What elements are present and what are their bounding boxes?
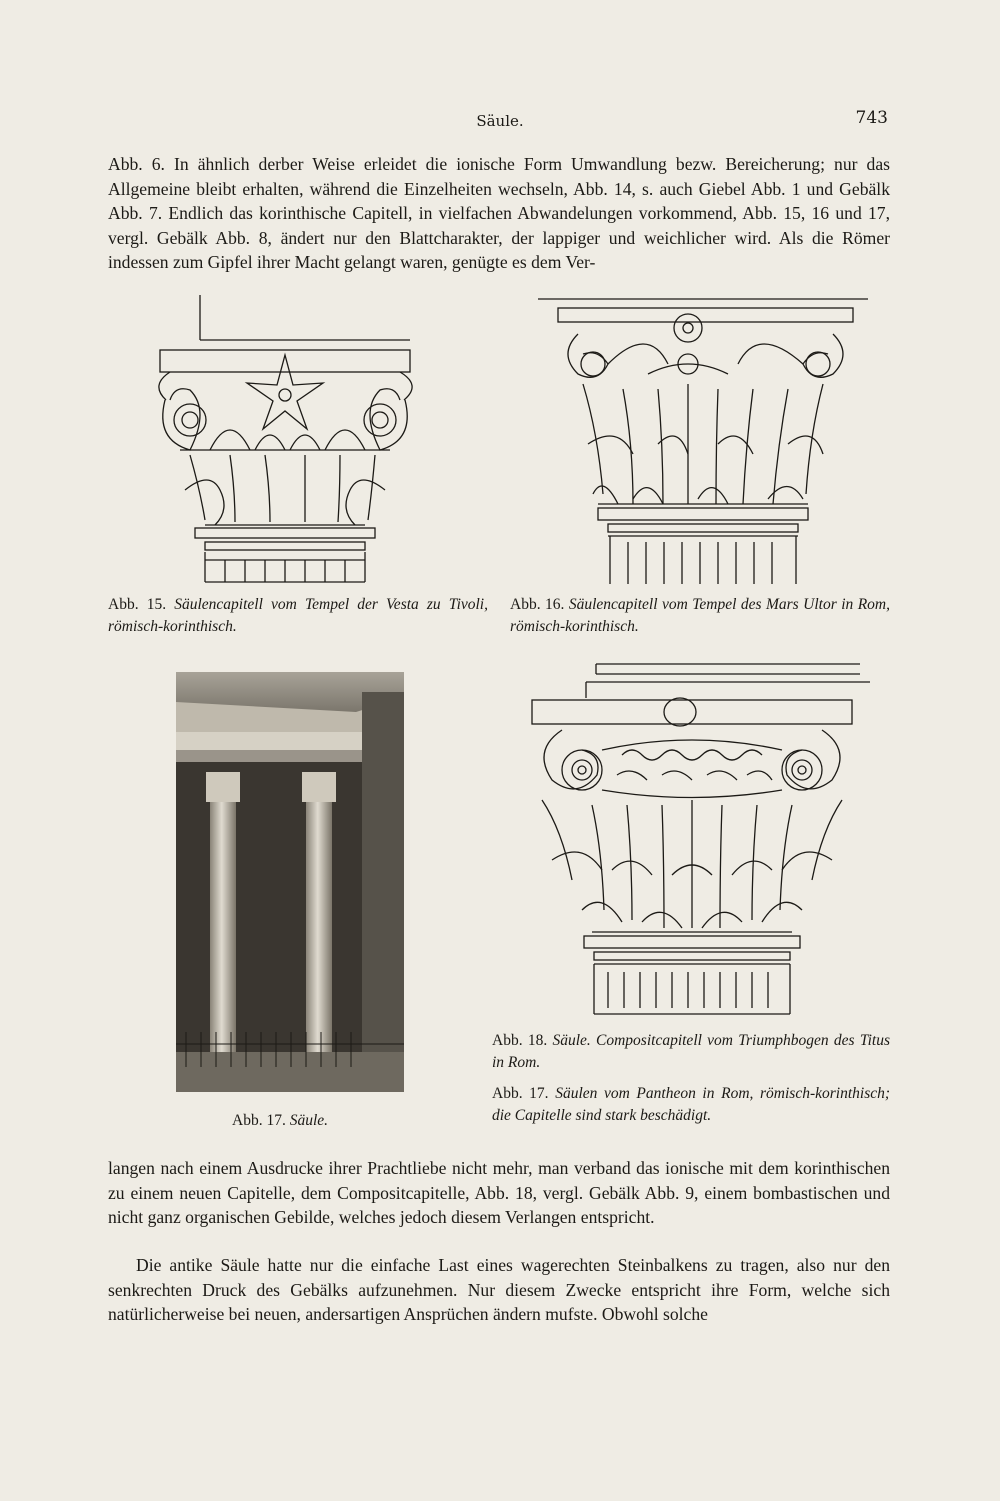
- caption-abb17-photo-label: Abb. 17.: [232, 1112, 286, 1129]
- caption-abb15-text: Säulencapitell vom Tempel der Vesta zu Tivoli, römisch-korinthisch.: [108, 596, 488, 635]
- caption-abb17-text-label: Abb. 17.: [492, 1085, 549, 1102]
- figure-abb15-capital-drawing: [110, 290, 430, 586]
- caption-abb17-text: [492, 1083, 890, 1127]
- caption-abb17-photo-text: Säule.: [289, 1112, 329, 1129]
- caption-abb16-text: Säulencapitell vom Tempel des Mars Ultor in Rom, römisch-korinthisch.: [510, 596, 890, 635]
- paragraph-top: Abb. 6. In ähnlich derber Weise erleidet die ionische Form Umwandlung bezw. Bereicherung; nur das Allgemeine bleibt erhalten, während die Einzelheiten wechseln, Abb. 14, s. auch Giebel Abb. 1 und Gebälk Abb. 7. Endlich das korinthische Capitell, in vielfachen Abwandelungen vorkommend, Abb. 15, 16 und 17, vergl. Gebälk Abb. 8, ändert nur den Blattcharakter, der lappiger und weichlicher wird. Als die Römer indessen zum Gipfel ihrer Macht gelangt waren, genügte es dem Ver-: [108, 154, 890, 272]
- figure-abb16-capital-drawing: [538, 294, 868, 594]
- figure-abb17-photograph: [176, 672, 404, 1092]
- running-title: Säule.: [476, 112, 524, 130]
- caption-abb17-text-body: Säulen vom Pantheon in Rom, römisch-korinthisch; die Capitelle sind stark beschädigt.: [492, 1085, 891, 1124]
- caption-abb18-label: Abb. 18.: [492, 1032, 548, 1049]
- paragraph-bottom-1: langen nach einem Ausdrucke ihrer Prachtliebe nicht mehr, man verband das ionische mit dem korinthischen zu einem neuen Capitelle, dem Compositcapitelle, Abb. 18, vergl. Gebälk Abb. 9, einem bombastischen und nicht ganz organischen Gebilde, welches jedoch diesem Verlangen entspricht.: [108, 1158, 890, 1227]
- page-number: 743: [855, 108, 888, 128]
- caption-abb16-label: Abb. 16.: [510, 596, 565, 613]
- caption-abb15-label: Abb. 15.: [108, 596, 167, 613]
- figure-abb18-capital-drawing: [522, 660, 870, 1020]
- caption-abb18-text: Säule. Compositcapitell vom Triumphbogen des Titus in Rom.: [492, 1032, 890, 1071]
- caption-abb15: [108, 594, 488, 638]
- caption-abb17-photo: [232, 1110, 432, 1132]
- paragraph-bottom-2: Die antike Säule hatte nur die einfache Last eines wagerechten Steinbalkens zu tragen, also nur den senkrechten Druck des Gebälks aufzunehmen. Nur diesem Zwecke entspricht ihre Form, welche sich natürlicherweise bei neuen, andersartigen Ansprüchen ändern mufste. Obwohl solche: [108, 1255, 890, 1324]
- caption-abb18: [492, 1030, 890, 1074]
- caption-abb16: [510, 594, 890, 638]
